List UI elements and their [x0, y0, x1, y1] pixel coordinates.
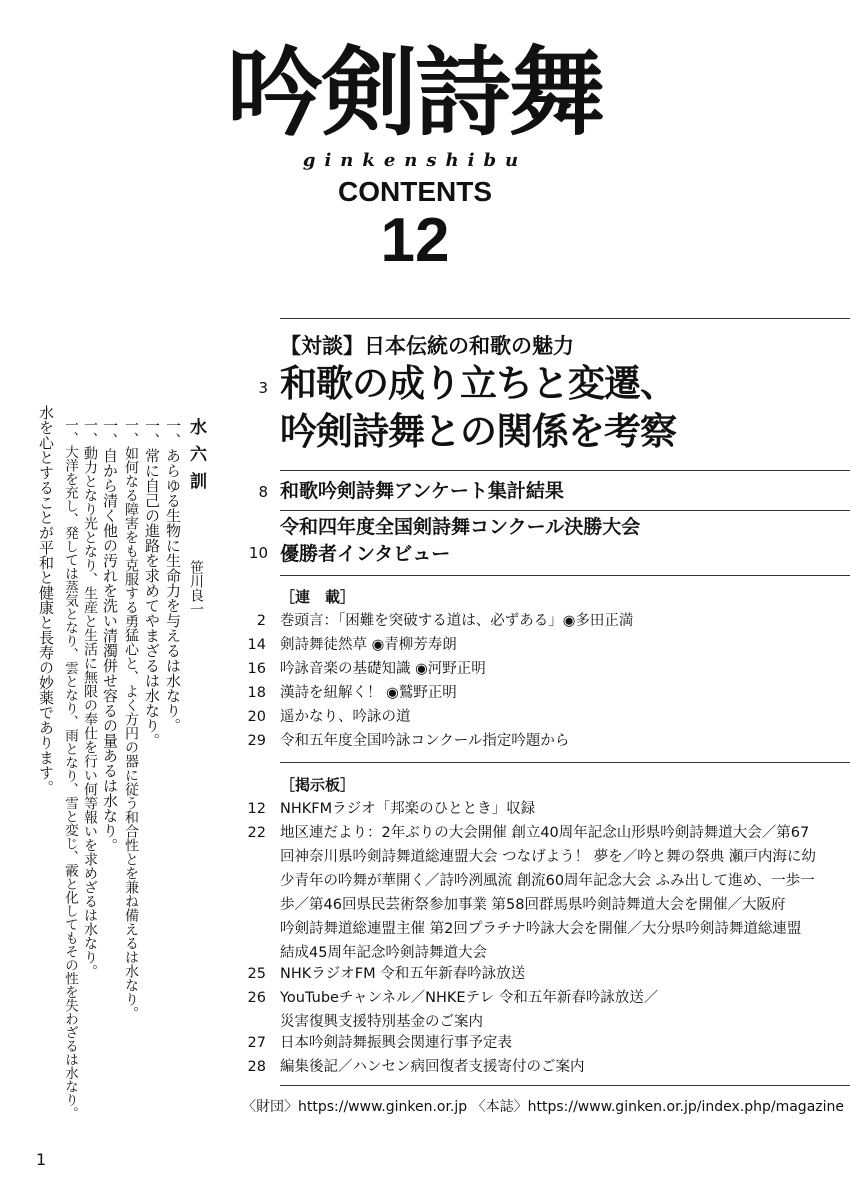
divider — [280, 762, 850, 763]
toc-title: 漢詩を紐解く！ ◉鷲野正明 — [280, 685, 457, 701]
toc-line: 結成45周年記念吟剣詩舞道大会 — [280, 945, 487, 961]
toc-line: YouTubeチャンネル／NHKEテレ 令和五年新春吟詠放送／ — [280, 990, 659, 1006]
toc-row[interactable] — [240, 729, 840, 753]
feature-title[interactable] — [280, 360, 676, 456]
toc-page: 14 — [247, 637, 266, 653]
motto-line: 一、自から清く他の汚れを洗い清濁併せ容るの量あるは水なり。 — [101, 418, 119, 853]
toc-title: 巻頭言：「困難を突破する道は、必ずある」◉多田正満 — [280, 613, 634, 629]
toc-page: 20 — [247, 709, 266, 725]
contents-heading: CONTENTS — [338, 176, 492, 207]
toc-page: 22 — [247, 825, 266, 841]
toc-title: 令和五年度全国吟詠コンクール指定吟題から — [280, 733, 570, 749]
toc-row[interactable] — [240, 657, 840, 681]
motto-line: 一、動力となり光となり、生産と生活に無限の奉仕を行い何等報いを求めざるは水なり。 — [82, 418, 98, 978]
toc-line: 災害復興支援特別基金のご案内 — [280, 1014, 483, 1030]
toc-row[interactable] — [240, 609, 840, 633]
toc-row[interactable] — [240, 962, 840, 986]
motto-line: 一、常に自己の進路を求めてやまざるは水なり。 — [143, 418, 161, 748]
toc-page: 18 — [247, 685, 266, 701]
toc-page: 27 — [247, 1035, 266, 1051]
article-page-number: 10 — [248, 544, 268, 562]
toc-title: 剣詩舞徒然草 ◉青柳芳寿朗 — [280, 637, 457, 653]
toc-title: 吟詠音楽の基礎知識 ◉河野正明 — [280, 661, 486, 677]
motto-line: 一、如何なる障害をも克服する勇猛心と、よく方円の器に従う和合性とを兼ね備えるは水なり。 — [123, 418, 139, 1020]
toc-row[interactable] — [240, 633, 840, 657]
motto-line: 一、大洋を充し、発しては蒸気となり、雲となり、雨となり、雪と変じ、霰と化してもその性を失わざるは水なり。 — [62, 418, 78, 1120]
feature-title-line1: 和歌の成り立ちと変遷、 — [280, 362, 676, 405]
toc-row[interactable] — [240, 797, 840, 821]
divider — [280, 1085, 850, 1086]
toc-page: 12 — [247, 801, 266, 817]
toc-multiline-title[interactable] — [280, 821, 840, 965]
toc-page: 25 — [247, 966, 266, 982]
toc-row[interactable] — [240, 705, 840, 729]
toc-page: 28 — [247, 1059, 266, 1075]
toc-line: 少青年の吟舞が華開く／詩吟冽風流 創流60周年記念大会 ふみ出して進め、一歩一 — [280, 873, 815, 889]
magazine-logo: 吟剣詩舞 — [227, 36, 603, 149]
toc-title: NHKFMラジオ「邦楽のひととき」収録 — [280, 801, 536, 817]
board-section-label: ［掲示板］ — [280, 776, 356, 794]
logo-romaji: ginkenshibu — [302, 150, 528, 171]
motto-title: 水六訓 — [186, 418, 206, 499]
toc-page: 26 — [247, 990, 266, 1006]
toc-row[interactable] — [240, 1055, 840, 1079]
divider — [280, 510, 850, 511]
toc-title: 日本吟剣詩舞振興会関連行事予定表 — [280, 1035, 512, 1051]
footer-urls[interactable]: 〈財団〉https://www.ginken.or.jp 〈本誌〉https://www.ginken.or.jp/index.php/magazine — [242, 1099, 844, 1115]
toc-row[interactable] — [240, 681, 840, 705]
toc-line: 歩／第46回県民芸術祭参加事業 第58回群馬県吟剣詩舞道大会を開催／大阪府 — [280, 897, 786, 913]
article-title[interactable] — [280, 514, 640, 568]
divider — [280, 575, 850, 576]
toc-line: 回神奈川県吟剣詩舞道総連盟大会 つなげよう！ 夢を／吟と舞の祭典 瀬戸内海に幼 — [280, 849, 816, 865]
toc-line: 地区連だより：2年ぶりの大会開催 創立40周年記念山形県吟剣詩舞道大会／第67 — [280, 825, 810, 841]
page-number: 1 — [36, 1150, 47, 1169]
article-title-line1: 令和四年度全国剣詩舞コンクール決勝大会 — [280, 516, 641, 538]
article-title[interactable]: 和歌吟剣詩舞アンケート集計結果 — [280, 480, 564, 502]
toc-title: NHKラジオFM 令和五年新春吟詠放送 — [280, 966, 526, 982]
toc-row[interactable] — [240, 1031, 840, 1055]
feature-title-line2: 吟剣詩舞との関係を考察 — [280, 410, 676, 453]
feature-page-number: 3 — [258, 379, 268, 397]
toc-multiline-title[interactable] — [280, 986, 840, 1034]
toc-title: 遥かなり、吟詠の道 — [280, 709, 411, 725]
motto-line: 一、あらゆる生物に生命力を与えるは水なり。 — [164, 418, 182, 733]
toc-page: 29 — [247, 733, 266, 749]
feature-subtitle: 【対談】日本伝統の和歌の魅力 — [280, 334, 574, 358]
motto-author: 笹川良一 — [188, 560, 204, 616]
article-page-number: 8 — [258, 483, 268, 501]
divider — [280, 470, 850, 471]
toc-line: 吟剣詩舞道総連盟主催 第2回プラチナ吟詠大会を開催／大分県吟剣詩舞道総連盟 — [280, 921, 802, 937]
article-title-line2: 優勝者インタビュー — [280, 543, 451, 565]
toc-page: 2 — [256, 613, 266, 629]
serial-section-label: ［連 載］ — [280, 588, 356, 606]
toc-title: 編集後記／ハンセン病回復者支援寄付のご案内 — [280, 1059, 585, 1075]
divider — [280, 318, 850, 319]
issue-number: 12 — [380, 206, 450, 275]
motto-closing: 水を心とすることが平和と健康と長寿の妙薬であります。 — [37, 405, 55, 795]
toc-page: 16 — [247, 661, 266, 677]
